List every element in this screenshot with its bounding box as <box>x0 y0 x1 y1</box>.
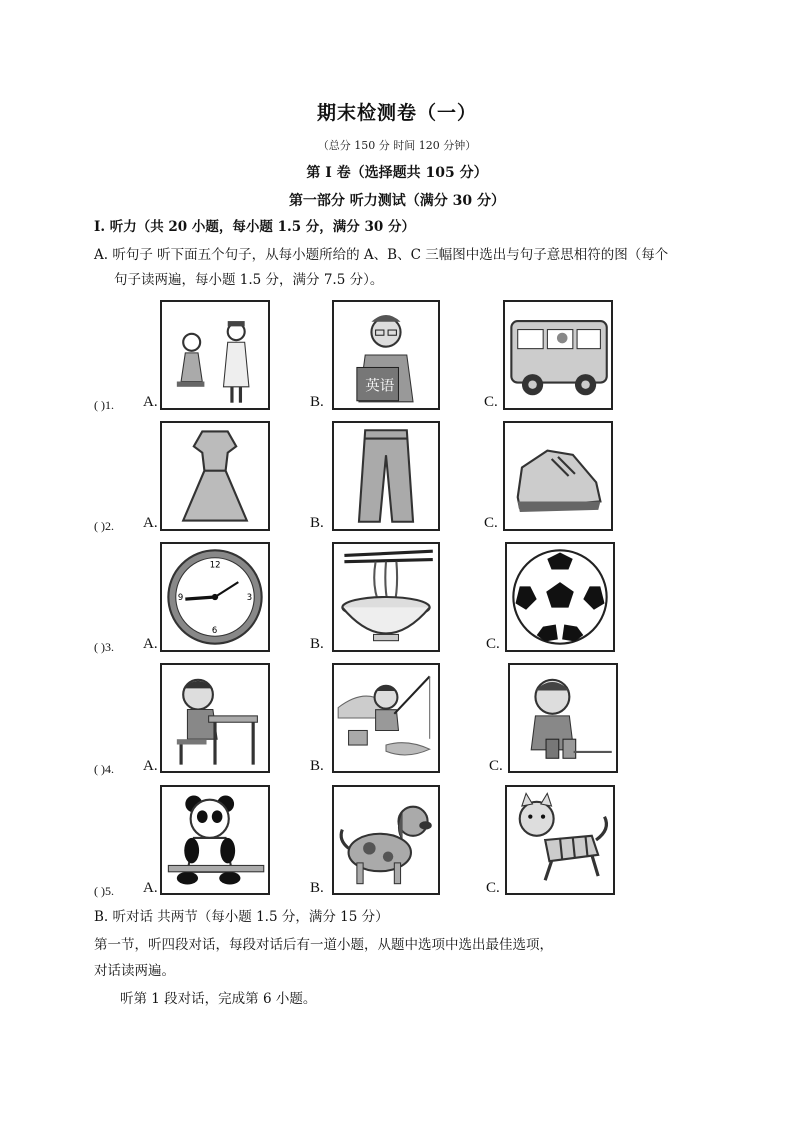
boy-writing-icon[interactable] <box>160 663 270 773</box>
score-info: （总分 150 分 时间 120 分钟） <box>317 139 477 152</box>
trousers-icon[interactable] <box>332 421 440 531</box>
section-b-heading: B. 听对话 共两节（每小题 1.5 分，满分 15 分） <box>94 909 389 925</box>
teacher-book-icon[interactable] <box>332 300 440 410</box>
section-a-instruction-1: A. 听句子 听下面五个句子，从每小题所给的 A、B、C 三幅图中选出与句子意思相符的图（每个 <box>94 247 669 263</box>
page-title: 期末检测卷（一） <box>316 102 477 124</box>
svg-text:6: 6 <box>211 625 218 636</box>
volume-title: 第 I 卷（选择题共 105 分） <box>306 165 488 181</box>
option-label-a: A. <box>143 758 158 774</box>
svg-text:9: 9 <box>177 592 184 603</box>
option-label-c: C. <box>484 515 498 531</box>
option-label-a: A. <box>143 515 158 531</box>
sneaker-icon[interactable] <box>503 421 613 531</box>
option-label-b: B. <box>310 880 324 896</box>
noodles-icon[interactable] <box>332 542 440 652</box>
part-title: 第一部分 听力测试（满分 30 分） <box>288 193 506 209</box>
question-number-4: ( )4. <box>94 762 114 776</box>
boy-fishing-icon[interactable] <box>332 663 440 773</box>
dialog-1-instruction: 听第 1 段对话，完成第 6 小题。 <box>120 991 317 1007</box>
boy-drinks-icon[interactable] <box>508 663 618 773</box>
part1-instruction-1: 第一节，听四段对话，每段对话后有一道小题，从题中选项中选出最佳选项， <box>94 937 553 953</box>
part1-instruction-2: 对话读两遍。 <box>94 963 175 979</box>
question-number-2: ( )2. <box>94 519 114 533</box>
option-label-b: B. <box>310 636 324 652</box>
svg-text:英语: 英语 <box>365 377 395 395</box>
question-number-5: ( )5. <box>94 884 114 898</box>
clock-icon[interactable] <box>160 542 270 652</box>
option-label-c: C. <box>484 394 498 410</box>
bus-icon[interactable] <box>503 300 613 410</box>
option-label-c: C. <box>489 758 503 774</box>
tiger-icon[interactable] <box>505 785 615 895</box>
question-number-1: ( )1. <box>94 398 114 412</box>
option-label-b: B. <box>310 758 324 774</box>
section-a-instruction-2: 句子读两遍，每小题 1.5 分，满分 7.5 分）。 <box>114 272 384 288</box>
dog-icon[interactable] <box>332 785 440 895</box>
soccer-ball-icon[interactable] <box>505 542 615 652</box>
svg-text:3: 3 <box>246 592 253 603</box>
option-label-c: C. <box>486 636 500 652</box>
option-label-a: A. <box>143 880 158 896</box>
section-i-heading: I. 听力（共 20 小题，每小题 1.5 分，满分 30 分） <box>94 219 415 235</box>
option-label-a: A. <box>143 394 158 410</box>
option-label-b: B. <box>310 394 324 410</box>
question-number-3: ( )3. <box>94 640 114 654</box>
panda-icon[interactable] <box>160 785 270 895</box>
option-label-a: A. <box>143 636 158 652</box>
doctor-patient-icon[interactable] <box>160 300 270 410</box>
svg-text:12: 12 <box>209 559 221 570</box>
dress-icon[interactable] <box>160 421 270 531</box>
option-label-b: B. <box>310 515 324 531</box>
option-label-c: C. <box>486 880 500 896</box>
